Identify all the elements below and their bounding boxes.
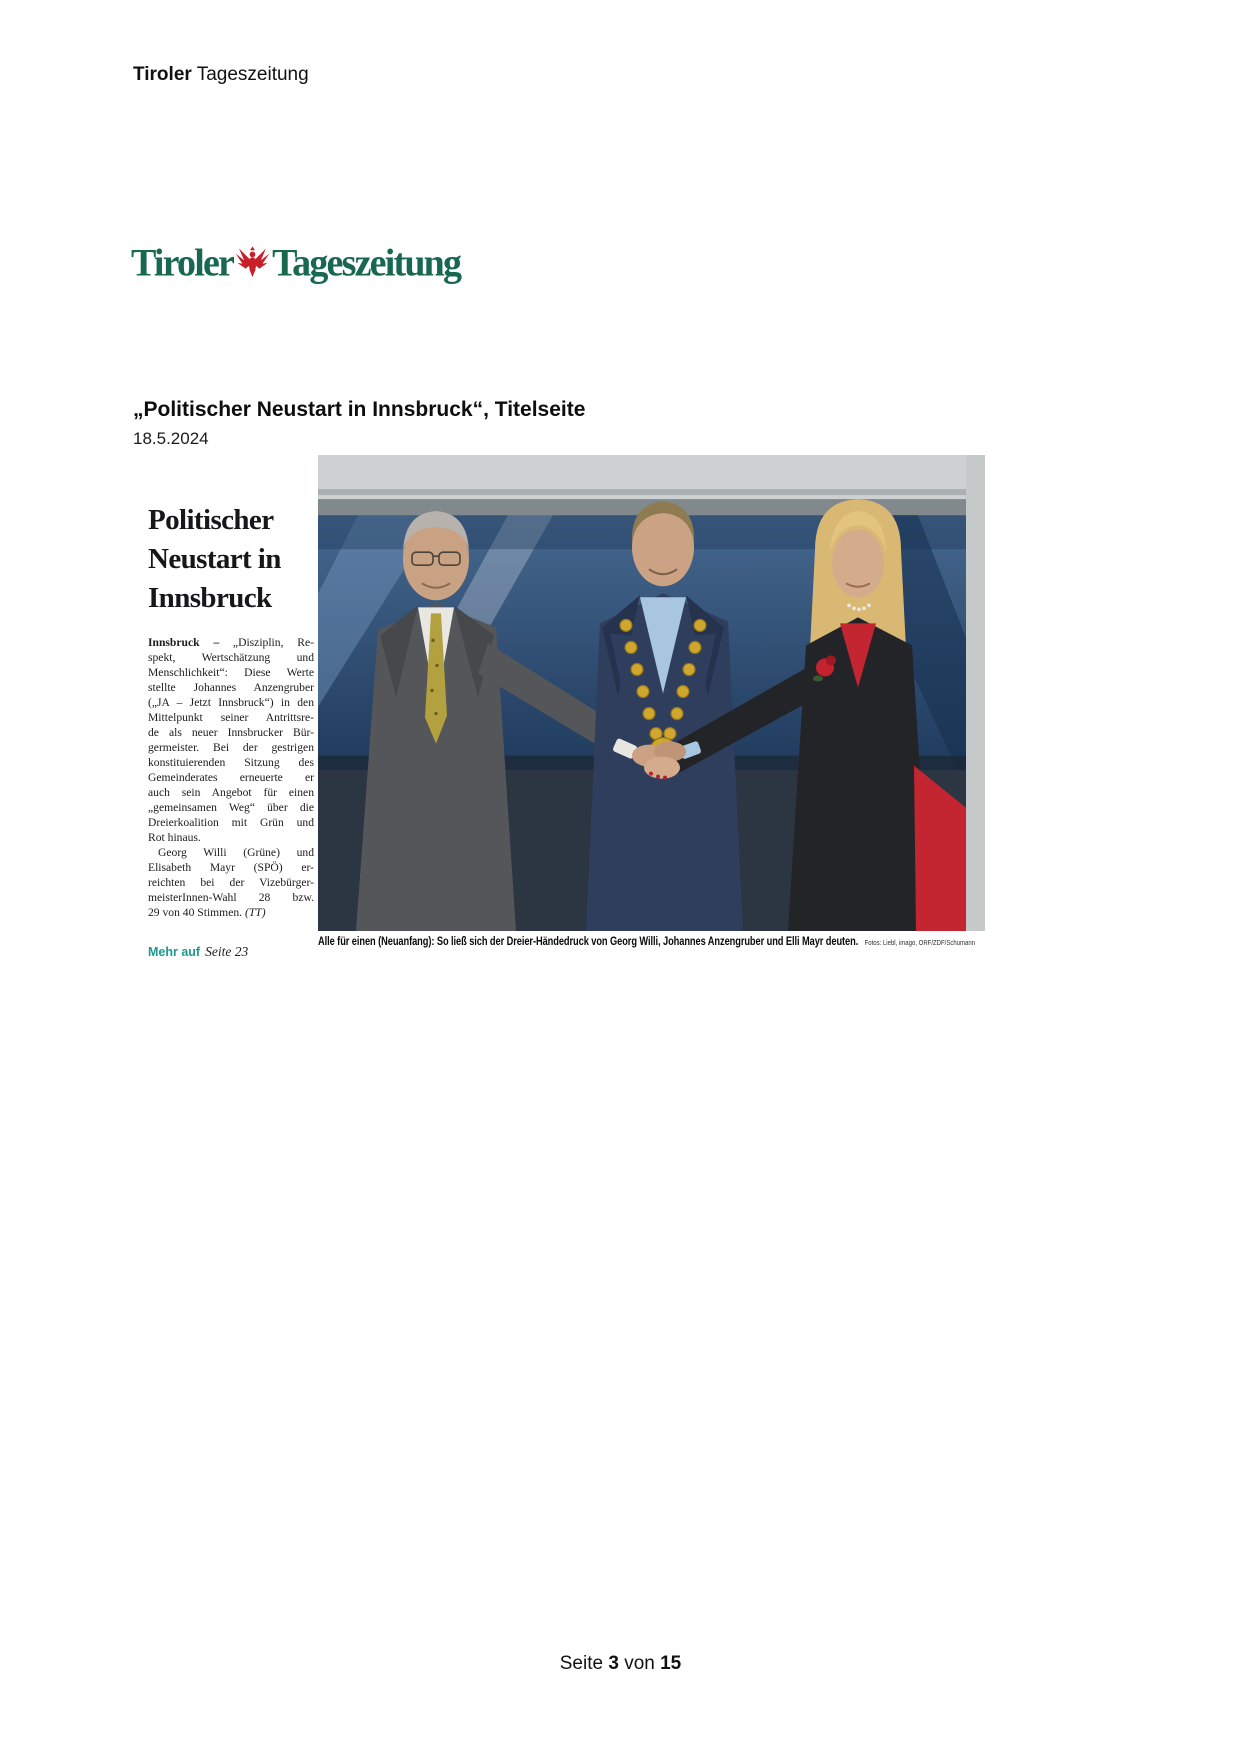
article-column [148,501,314,961]
more-label: Mehr auf [148,945,201,959]
logo-word-left: Tiroler [131,241,234,285]
logo-word-right: Tageszeitung [272,241,461,285]
footer-current-page: 3 [608,1653,619,1674]
photo-caption-row [318,935,985,948]
article-photo-illustration [318,455,985,931]
article-photo [318,455,985,931]
article-paragraph-1: spekt, Wertschätzung und Menschlichkeit“: Diese Werte stellte Johannes Anzengruber („JA – Jetzt Innsbruck“) in den Mittelpunkt seiner Antrittsre- de als neuer Innsbrucker Bür- germeister. Bei der gestrigen konstituierenden Sitzung des Gemeinderates erneuerte er auch sein Angebot für einen „gemeinsamen Weg“ über die Dreierkoalition mit Grün und [148,651,314,829]
article-paragraph-2: Georg Willi (Grüne) und Elisabeth Mayr (SPÖ) er- reichten bei der Vizebürger- meisterInnen-Wahl 28 bzw. [148,846,314,904]
tyrolean-eagle-icon [234,245,271,279]
page-header-brand [133,64,309,86]
brand-rest: Tageszeitung [191,64,309,85]
footer-total-pages: 15 [660,1653,682,1674]
footer-of-label: von [624,1653,655,1674]
article-paragraph-1-last-line: Rot hinaus. [148,831,201,844]
photo-caption: Alle für einen (Neuanfang): So ließ sich der Dreier-Händedruck von Georg Willi, Johannes Anzengruber und Elli Mayr deuten. [318,935,859,948]
article-paragraph-2-last-line [148,905,314,920]
article-lead-label: Innsbruck – [148,636,220,649]
clipping-date: 18.5.2024 [133,429,209,448]
article-agency-credit: (TT) [244,906,266,919]
article-headline: Politischer Neustart in Innsbruck [148,504,281,614]
article-lead-line [148,635,314,650]
article-more-reference [148,943,314,961]
article-lead-rest: „Disziplin, Re- [232,636,314,649]
clipping-title: „Politischer Neustart in Innsbruck“, Titelseite [133,398,586,421]
article-closing-text: 29 von 40 Stimmen. [148,906,243,919]
page-footer [0,1653,1241,1675]
footer-label: Seite [559,1653,604,1674]
brand-bold: Tiroler [133,64,192,85]
more-target-page: Seite 23 [205,944,249,959]
newspaper-logo [131,241,461,285]
article-body [148,635,314,920]
photo-credit: Fotos: Liebl, imago, ORF/ZDF/Schumann [864,938,975,947]
